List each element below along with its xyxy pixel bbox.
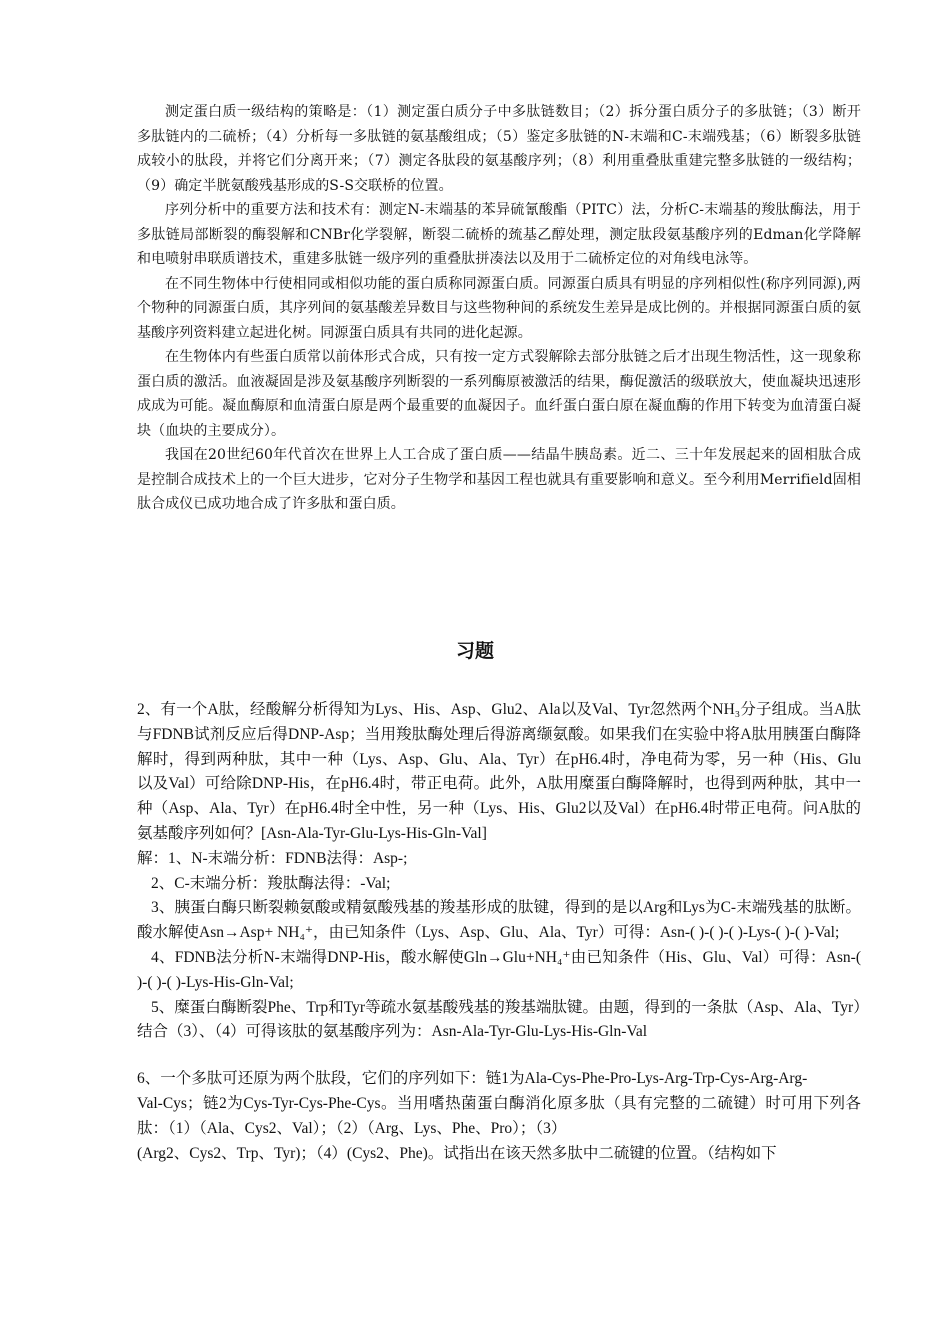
question-2-answer-step-1: 解：1、N-末端分析：FDNB法得：Asp-; <box>137 849 408 867</box>
spacer <box>137 1045 861 1067</box>
intro-paragraph-2: 序列分析中的重要方法和技术有：测定N-末端基的苯异硫氰酸酯（PITC）法，分析C-末端基的羧肽酶法，用于多肽链局部断裂的酶裂解和CNBr化学裂解，断裂二硫桥的巯基乙醇处理，测定肽段氨基酸序列的Edman化学降解和电喷射串联质谱技术，重建多肽链一级序列的重叠肽拼凑法以及用于二硫桥定位的对角线电泳等。 <box>137 202 861 267</box>
intro-paragraph-3: 在不同生物体中行使相同或相似功能的蛋白质称同源蛋白质。同源蛋白质具有明显的序列相似性(称序列同源),两个物种的同源蛋白质，其序列间的氨基酸差异数目与这些物种间的系统发生差异是成比例的。并根据同源蛋白质的氨基酸序列资料建立起进化树。同源蛋白质具有共同的进化起源。 <box>137 275 861 341</box>
question-2-text: 2、有一个A肽，经酸解分析得知为Lys、His、Asp、Glu2、Ala以及Val、Tyr忽然两个NH₃分子组成。当A肽与FDNB试剂反应后得DNP-Asp；当用羧肽酶处理后得游离缬氨酸。如果我们在实验中将A肽用胰蛋白酶降解时，得到两种肽，其中一种（Lys、Asp、Glu、Ala、Tyr）在pH6.4时，净电荷为零，另一种（His、Glu以及Val）可给除DNP-His，在pH6.4时，带正电荷。此外，A肽用糜蛋白酶降解时，也得到两种肽，其中一种（Asp、Ala、Tyr）在pH6.4时全中性，另一种（Lys、His、Glu2以及Val）在pH6.4时带正电荷。问A肽的氨基酸序列如何？[Asn-Ala-Tyr-Glu-Lys-His-Gln-Val] <box>137 701 861 842</box>
question-2-answer-step-5: 5、糜蛋白酶断裂Phe、Trp和Tyr等疏水氨基酸残基的羧基端肽键。由题，得到的一条肽（Asp、Ala、Tyr）结合（3）、（4）可得该肽的氨基酸序列为：Asn-Ala-Tyr-Glu-Lys-His-Gln-Val <box>137 998 861 1041</box>
question-6-line-1: 6、一个多肽可还原为两个肽段，它们的序列如下：链1为Ala-Cys-Phe-Pro-Lys-Arg-Trp-Cys-Arg-Arg- <box>137 1070 808 1088</box>
question-6-line-3: (Arg2、Cys2、Trp、Tyr)；（4）(Cys2、Phe)。试指出在该天然多肽中二硫键的位置。（结构如下 <box>137 1144 777 1162</box>
intro-section <box>137 100 861 517</box>
question-2-answer-step-3: 3、胰蛋白酶只断裂赖氨酸或精氨酸残基的羧基形成的肽键，得到的是以Arg和Lys为C-末端残基的肽断。酸水解使Asn→Asp+ NH₄⁺，由已知条件（Lys、Asp、Glu、Ala、Tyr）可得：Asn-( )-( )-( )-Lys-( )-( )-Val; <box>137 899 861 942</box>
question-2 <box>137 698 861 1166</box>
exercises-heading: 习题 <box>455 640 494 662</box>
intro-paragraph-5: 我国在20世纪60年代首次在世界上人工合成了蛋白质——结晶牛胰岛素。近二、三十年发展起来的固相肽合成是控制合成技术上的一个巨大进步，它对分子生物学和基因工程也就具有重要影响和意义。至今利用Merrifield固相肽合成仪已成功地合成了许多肽和蛋白质。 <box>137 447 861 512</box>
intro-paragraph-1: 测定蛋白质一级结构的策略是：（1）测定蛋白质分子中多肽链数目；（2）拆分蛋白质分子的多肽链；（3）断开多肽链内的二硫桥；（4）分析每一多肽链的氨基酸组成；（5）鉴定多肽链的N-末端和C-末端残基；（6）断裂多肽链成较小的肽段，并将它们分离开来；（7）测定各肽段的氨基酸序列；（8）利用重叠肽重建完整多肽链的一级结构；（9）确定半胱氨酸残基形成的S-S交联桥的位置。 <box>137 104 861 194</box>
question-6-line-2: Val-Cys；链2为Cys-Tyr-Cys-Phe-Cys。当用嗜热菌蛋白酶消化原多肽（具有完整的二硫键）时可用下列各肽：（1）（Ala、Cys2、Val）；（2）（Arg、Lys、Phe、Pro）；（3） <box>137 1094 861 1137</box>
intro-paragraph-4: 在生物体内有些蛋白质常以前体形式合成，只有按一定方式裂解除去部分肽链之后才出现生物活性，这一现象称蛋白质的激活。血液凝固是涉及氨基酸序列断裂的一系列酶原被激活的结果，酶促激活的级联放大，使血凝块迅速形成成为可能。凝血酶原和血清蛋白原是两个最重要的血凝因子。血纤蛋白蛋白原在凝血酶的作用下转变为血清蛋白凝块（血块的主要成分）。 <box>137 349 861 439</box>
question-2-answer-step-2: 2、C-末端分析：羧肽酶法得：-Val; <box>151 874 391 892</box>
question-2-answer-step-4: 4、FDNB法分析N-末端得DNP-His，酸水解使Gln→Glu+NH₄⁺由已知条件（His、Glu、Val）可得：Asn-( )-( )-( )-Lys-His-Gln-Val; <box>137 948 861 991</box>
